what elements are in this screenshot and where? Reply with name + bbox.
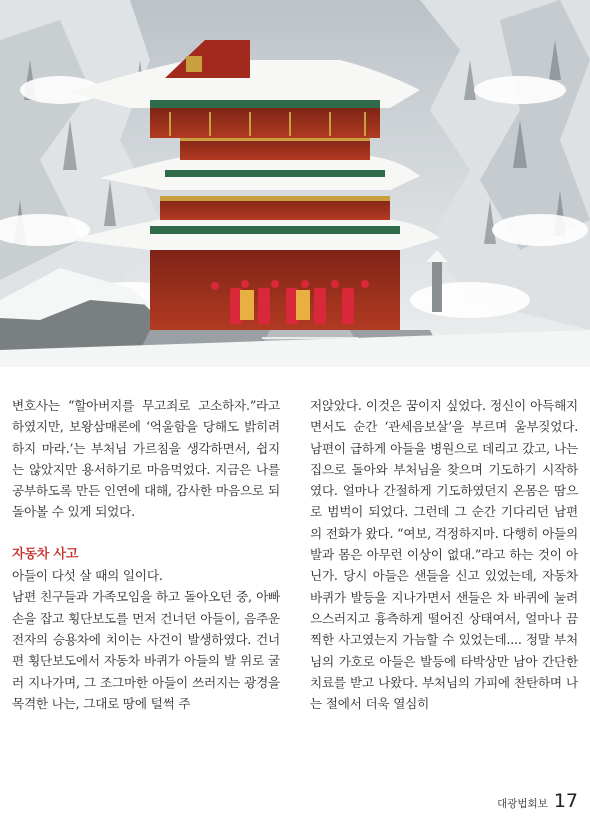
publication-name: 대광법회보	[497, 798, 548, 810]
paragraph: 남편 친구들과 가족모임을 하고 돌아오던 중, 아빠 손을 잡고 횡단보도를 먼저 건너던 아들이, 음주운전자의 승용차에 치이는 사건이 발생하였다. 건너편 횡단보도에서 자동차 바퀴가 아들의 발 위로 굴러 지나가며, 그 조그마한 아들이 쓰러지는 광경을 목격한 나는, 그대로 땅에 털썩 주	[12, 589, 280, 711]
right-column	[310, 395, 578, 714]
temple-photo	[0, 0, 590, 367]
section-heading: 자동차 사고	[12, 546, 79, 562]
page-footer	[497, 790, 578, 812]
paragraph: 변호사는 “할아버지를 무고죄로 고소하자.”라고 하였지만, 보왕삼매론에 ‘억울함을 당해도 밝히려 하지 마라.’는 부처님 가르침을 생각하면서, 쉽지는 않았지만 용서하기로 마음먹었다. 지금은 나를 공부하도록 만든 인연에 대해, 감사한 마음으로 되돌아볼 수 있게 되었다.	[12, 398, 280, 520]
page-number: 17	[553, 790, 578, 812]
temple-illustration	[0, 0, 590, 367]
stone-lantern	[432, 262, 442, 312]
paragraph: 아들이 다섯 살 때의 일이다.	[12, 568, 163, 584]
paragraph: 저앉았다. 이것은 꿈이지 싶었다. 정신이 아득해지면서도 순간 ‘관세음보살’을 부르며 울부짖었다. 남편이 급하게 아들을 병원으로 데리고 갔고, 나는 집으로 돌아와 부처님을 찾으며 기도하기 시작하였다. 얼마나 간절하게 기도하였던지 온몸은 땀으로 범벅이 되었다. 그런데 그 순간 기다리던 남편의 전화가 왔다. “여보, 걱정하지마. 다행히 아들의 발과 몸은 아무런 이상이 없대.”라고 하는 것이 아닌가. 당시 아들은 샌들을 신고 있었는데, 자동차 바퀴가 발등을 지나가면서 샌들은 차 바퀴에 눌려 으스러지고 흉측하게 떨어진 상태여서, 얼마나 끔찍한 사고였는지 가늠할 수 있었는데.... 정말 부처님의 가호로 아들은 발등에 타박상만 남아 간단한 치료를 받고 나왔다. 부처님의 가피에 찬탄하며 나는 절에서 더욱 열심히	[310, 398, 578, 712]
left-column	[12, 395, 280, 714]
